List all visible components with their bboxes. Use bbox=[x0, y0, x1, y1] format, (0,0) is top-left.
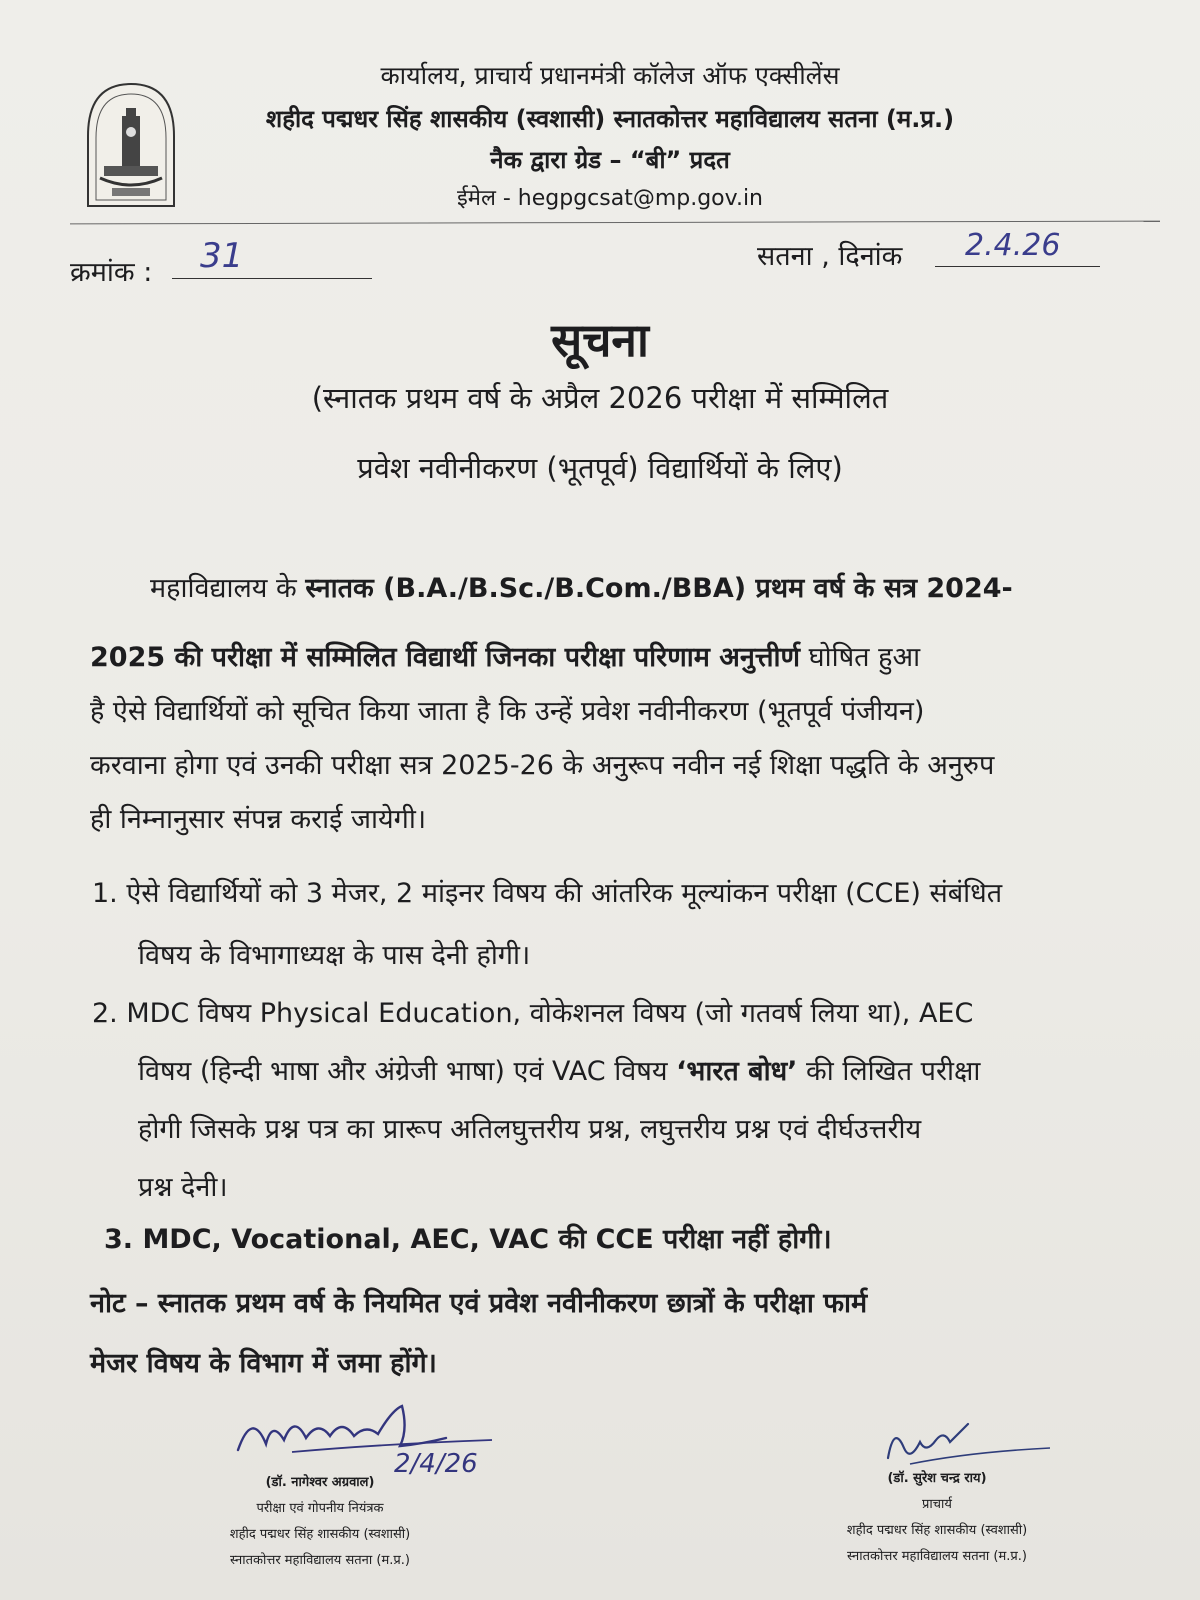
signature-left-icon bbox=[232, 1400, 522, 1480]
date-label: सतना , दिनांक bbox=[757, 241, 903, 272]
right-signatory-name: (डॉ. सुरेश चन्द्र राय) bbox=[887, 1471, 987, 1486]
left-signatory-designation: परीक्षा एवं गोपनीय नियंत्रक bbox=[256, 1501, 384, 1516]
notice-subtitle-1: (स्नातक प्रथम वर्ष के अप्रैल 2026 परीक्षा में सम्मिलित bbox=[311, 381, 889, 415]
left-signatory-org-1: शहीद पद्मधर सिंह शासकीय (स्वशासी) bbox=[229, 1527, 411, 1542]
point-1-line-2: विषय के विभागाध्यक्ष के पास देनी होगी। bbox=[138, 940, 531, 971]
note-line-1: नोट – स्नातक प्रथम वर्ष के नियमित एवं प्रवेश नवीनीकरण छात्रों के परीक्षा फार्म bbox=[90, 1288, 868, 1319]
right-signatory-designation: प्राचार्य bbox=[922, 1497, 952, 1512]
point-2-line-1: 2. MDC विषय Physical Education, वोकेशनल विषय (जो गतवर्ष लिया था), AEC bbox=[92, 998, 974, 1029]
body-line-5: ही निम्नानुसार संपन्न कराई जायेगी। bbox=[90, 804, 427, 835]
point-2-line-2: विषय (हिन्दी भाषा और अंग्रेजी भाषा) एवं VAC विषय ‘भारत बोध’ की लिखित परीक्षा bbox=[138, 1056, 981, 1087]
reference-number: 31 bbox=[200, 236, 244, 276]
right-signatory-org-1: शहीद पद्मधर सिंह शासकीय (स्वशासी) bbox=[846, 1523, 1028, 1538]
point-3: 3. MDC, Vocational, AEC, VAC की CCE परीक्षा नहीं होगी। bbox=[104, 1224, 832, 1255]
notice-subtitle-2: प्रवेश नवीनीकरण (भूतपूर्व) विद्यार्थियों के लिए) bbox=[357, 451, 843, 485]
point-2-line-4: प्रश्न देनी। bbox=[138, 1172, 228, 1203]
body-line-2: 2025 की परीक्षा में सम्मिलित विद्यार्थी जिनका परीक्षा परिणाम अनुत्तीर्ण घोषित हुआ bbox=[90, 642, 921, 673]
left-signatory-org-2: स्नातकोत्तर महाविद्यालय सतना (म.प्र.) bbox=[230, 1553, 410, 1568]
office-title: कार्यालय, प्राचार्य प्रधानमंत्री कॉलेज ऑफ एक्सीलेंस bbox=[380, 61, 840, 90]
right-signatory bbox=[822, 1466, 1052, 1570]
left-signatory-name: (डॉ. नागेश्वर अग्रवाल) bbox=[265, 1475, 375, 1490]
body-line-3: है ऐसे विद्यार्थियों को सूचित किया जाता है कि उन्हें प्रवेश नवीनीकरण (भूतपूर्व पंजीयन) bbox=[90, 696, 925, 727]
point-2-line-3: होगी जिसके प्रश्न पत्र का प्रारूप अतिलघुत्तरीय प्रश्न, लघुत्तरीय प्रश्न एवं दीर्घउत्तरीय bbox=[138, 1114, 922, 1145]
left-signature-date: 2/4/26 bbox=[394, 1449, 478, 1479]
header-divider bbox=[70, 221, 1160, 225]
notice-title: सूचना bbox=[551, 313, 649, 367]
left-signatory bbox=[200, 1470, 440, 1574]
reference-underline bbox=[172, 278, 372, 279]
email-line: ईमेल - hegpgcsat@mp.gov.in bbox=[456, 186, 763, 211]
body-line-4: करवाना होगा एवं उनकी परीक्षा सत्र 2025-26 के अनुरूप नवीन नई शिक्षा पद्धति के अनुरुप bbox=[90, 750, 995, 781]
right-signatory-org-2: स्नातकोत्तर महाविद्यालय सतना (म.प्र.) bbox=[847, 1549, 1027, 1564]
date-underline bbox=[935, 266, 1100, 267]
reference-label: क्रमांक : bbox=[70, 257, 153, 288]
college-emblem-icon bbox=[82, 80, 180, 208]
naac-grade: नैक द्वारा ग्रेड – “बी” प्रदत bbox=[490, 146, 730, 174]
college-name: शहीद पद्मधर सिंह शासकीय (स्वशासी) स्नातकोत्तर महाविद्यालय सतना (म.प्र.) bbox=[265, 105, 955, 133]
body-line-1: महाविद्यालय के स्नातक (B.A./B.Sc./B.Com./BBA) प्रथम वर्ष के सत्र 2024- bbox=[150, 573, 1013, 604]
date-value: 2.4.26 bbox=[965, 228, 1061, 263]
point-1-line-1: 1. ऐसे विद्यार्थियों को 3 मेजर, 2 मांइनर विषय की आंतरिक मूल्यांकन परीक्षा (CCE) संबंधित bbox=[92, 878, 1003, 909]
note-line-2: मेजर विषय के विभाग में जमा होंगे। bbox=[90, 1348, 437, 1379]
